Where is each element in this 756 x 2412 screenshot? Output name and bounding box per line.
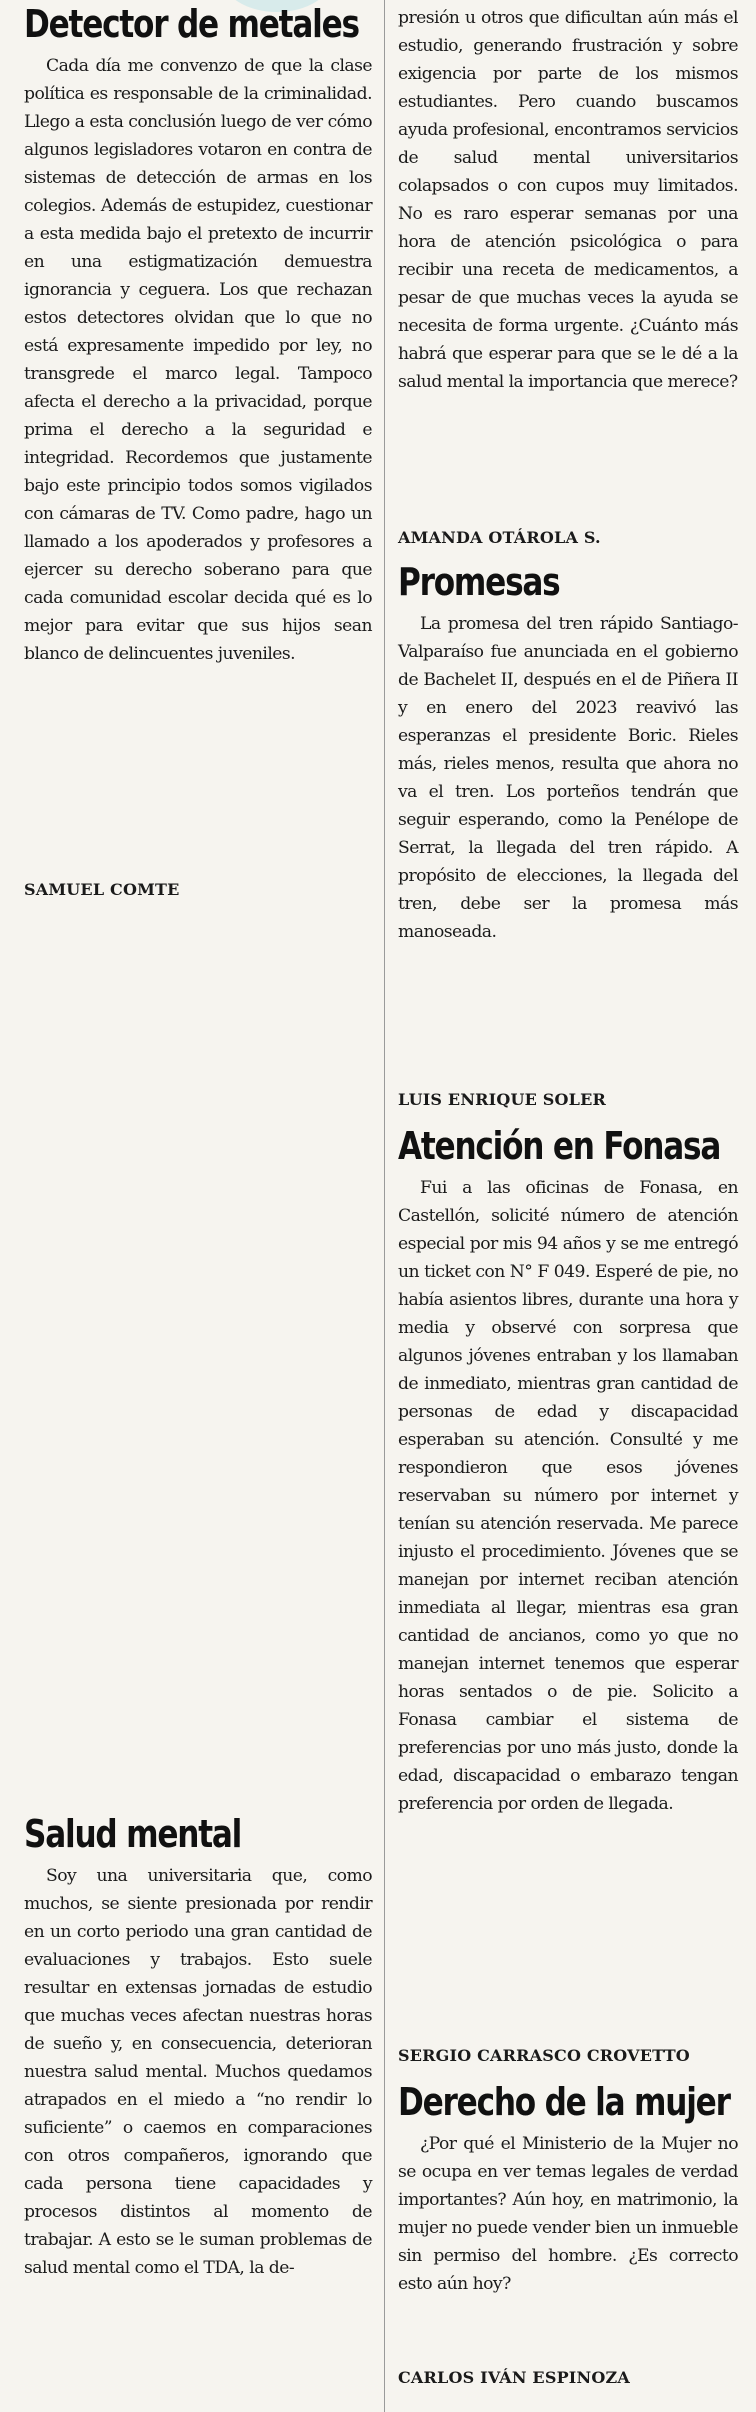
letter-salud-mental	[24, 1812, 372, 2282]
letter-title: Derecho de la mujer	[398, 2080, 730, 2124]
column-divider	[384, 0, 385, 2412]
letter-body: Fui a las oficinas de Fonasa, en Castellón, solicité número de atención especial por mis 94 años y se me entregó un ticket con N° F 049. Esperé de pie, no había asientos libres, durante una hora y media y observé con sorpresa que algunos jóvenes entraban y los llamaban de inmediato, mientras gran cantidad de personas de edad y discapacidad esperaban su atención. Consulté y me respondieron que esos jóvenes reservaban su número por internet y tenían su atención reservada. Me parece injusto el procedimiento. Jóvenes que se manejan por internet reciban atención inmediata al llegar, mientras esa gran cantidad de ancianos, como yo que no manejan internet tenemos que esperar horas sentados o de pie. Solicito a Fonasa cambiar el sistema de preferencias por uno más justo, donde la edad, discapacidad o embarazo tengan preferencia por orden de llegada.	[398, 1178, 738, 1814]
letter-author: SAMUEL COMTE	[24, 880, 180, 899]
letter-author: AMANDA OTÁROLA S.	[398, 528, 601, 547]
letter-author: SERGIO CARRASCO CROVETTO	[398, 2046, 690, 2065]
letter-author: LUIS ENRIQUE SOLER	[398, 1090, 607, 1109]
letter-body: La promesa del tren rápido Santiago-Valparaíso fue anunciada en el gobierno de Bachelet II, después en el de Piñera II y en enero del 2023 reavivó las esperanzas el presidente Boric. Rieles más, rieles menos, resulta que ahora no va el tren. Los porteños tendrán que seguir esperando, como la Penélope de Serrat, la llegada del tren rápido. A propósito de elecciones, la llegada del tren, debe ser la promesa más manoseada.	[398, 614, 738, 942]
letter-derecho-de-la-mujer	[398, 2080, 738, 2298]
letter-title: Detector de metales	[24, 2, 359, 46]
letter-body: Soy una universitaria que, como muchos, se siente presionada por rendir en un corto periodo una gran cantidad de evaluaciones y trabajos. Esto suele resultar en extensas jornadas de estudio que muchas veces afectan nuestras horas de sueño y, en consecuencia, deterioran nuestra salud mental. Muchos quedamos atrapados en el miedo a “no rendir lo suficiente” o caemos en comparaciones con otros compañeros, ignorando que cada persona tiene capacidades y procesos distintos al momento de trabajar. A esto se le suman problemas de salud mental como el TDA, la de-	[24, 1866, 372, 2278]
letter-body-continued: presión u otros que dificultan aún más el estudio, generando frustración y sobre exigencia por parte de los mismos estudiantes. Pero cuando buscamos ayuda profesional, encontramos servicios de salud mental universitarios colapsados o con cupos muy limitados. No es raro esperar semanas por una hora de atención psicológica o para recibir una receta de medicamentos, a pesar de que muchas veces la ayuda se necesita de forma urgente. ¿Cuánto más habrá que esperar para que se le dé a la salud mental la importancia que merece?	[398, 8, 738, 392]
letter-author: CARLOS IVÁN ESPINOZA	[398, 2368, 630, 2387]
letter-salud-mental-continued	[398, 4, 738, 396]
letter-body: Cada día me convenzo de que la clase política es responsable de la criminalidad. Llego a esta conclusión luego de ver cómo algunos legisladores votaron en contra de sistemas de detección de armas en los colegios. Además de estupidez, cuestionar a esta medida bajo el pretexto de incurrir en una estigmatización demuestra ignorancia y ceguera. Los que rechazan estos detectores olvidan que lo que no está expresamente impedido por ley, no transgrede el marco legal. Tampoco afecta el derecho a la privacidad, porque prima el derecho a la seguridad e integridad. Recordemos que justamente bajo este principio todos somos vigilados con cámaras de TV. Como padre, hago un llamado a los apoderados y profesores a ejercer su derecho soberano para que cada comunidad escolar decida qué es lo mejor para evitar que sus hijos sean blanco de delincuentes juveniles.	[24, 56, 372, 664]
letter-promesas	[398, 560, 738, 946]
letter-title: Salud mental	[24, 1812, 242, 1856]
letter-atencion-en-fonasa	[398, 1124, 738, 1818]
letter-detector-de-metales	[24, 2, 372, 668]
letter-body: ¿Por qué el Ministerio de la Mujer no se ocupa en ver temas legales de verdad importantes? Aún hoy, en matrimonio, la mujer no puede vender bien un inmueble sin permiso del hombre. ¿Es correcto esto aún hoy?	[398, 2134, 738, 2294]
letter-title: Atención en Fonasa	[398, 1124, 721, 1168]
letter-title: Promesas	[398, 560, 560, 604]
